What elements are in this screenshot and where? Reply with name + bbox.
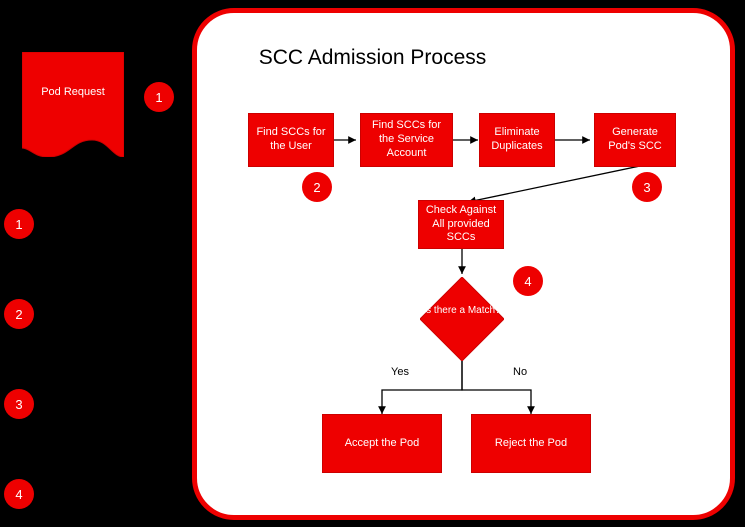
node-reject-the-pod: Reject the Pod: [471, 414, 591, 473]
node-find-sccs-user: Find SCCs for the User: [248, 113, 334, 167]
legend-badge-3: 3: [4, 389, 34, 419]
legend-badge-1: 1: [4, 209, 34, 239]
node-generate-pods-scc: Generate Pod's SCC: [594, 113, 676, 167]
scc-admission-panel: [192, 8, 735, 520]
badge-2: 2: [302, 172, 332, 202]
badge-3: 3: [632, 172, 662, 202]
node-check-against-all-provided-sccs: Check Against All provided SCCs: [418, 200, 504, 249]
diamond-shape: [420, 277, 504, 361]
node-eliminate-duplicates: Eliminate Duplicates: [479, 113, 555, 167]
page-title: SCC Admission Process: [258, 46, 487, 69]
node-accept-the-pod: Accept the Pod: [322, 414, 442, 473]
node-is-there-a-match: [420, 277, 504, 361]
legend-badge-2: 2: [4, 299, 34, 329]
edge-label-no: No: [513, 366, 528, 378]
badge-1: 1: [144, 82, 174, 112]
pod-request-label: Pod Request: [41, 86, 105, 98]
node-find-sccs-service-account: Find SCCs for the Service Account: [360, 113, 453, 167]
edge-label-yes: Yes: [391, 366, 409, 378]
diamond-label: Is there a Match?: [423, 305, 501, 316]
legend-badge-4: 4: [4, 479, 34, 509]
badge-4: 4: [513, 266, 543, 296]
